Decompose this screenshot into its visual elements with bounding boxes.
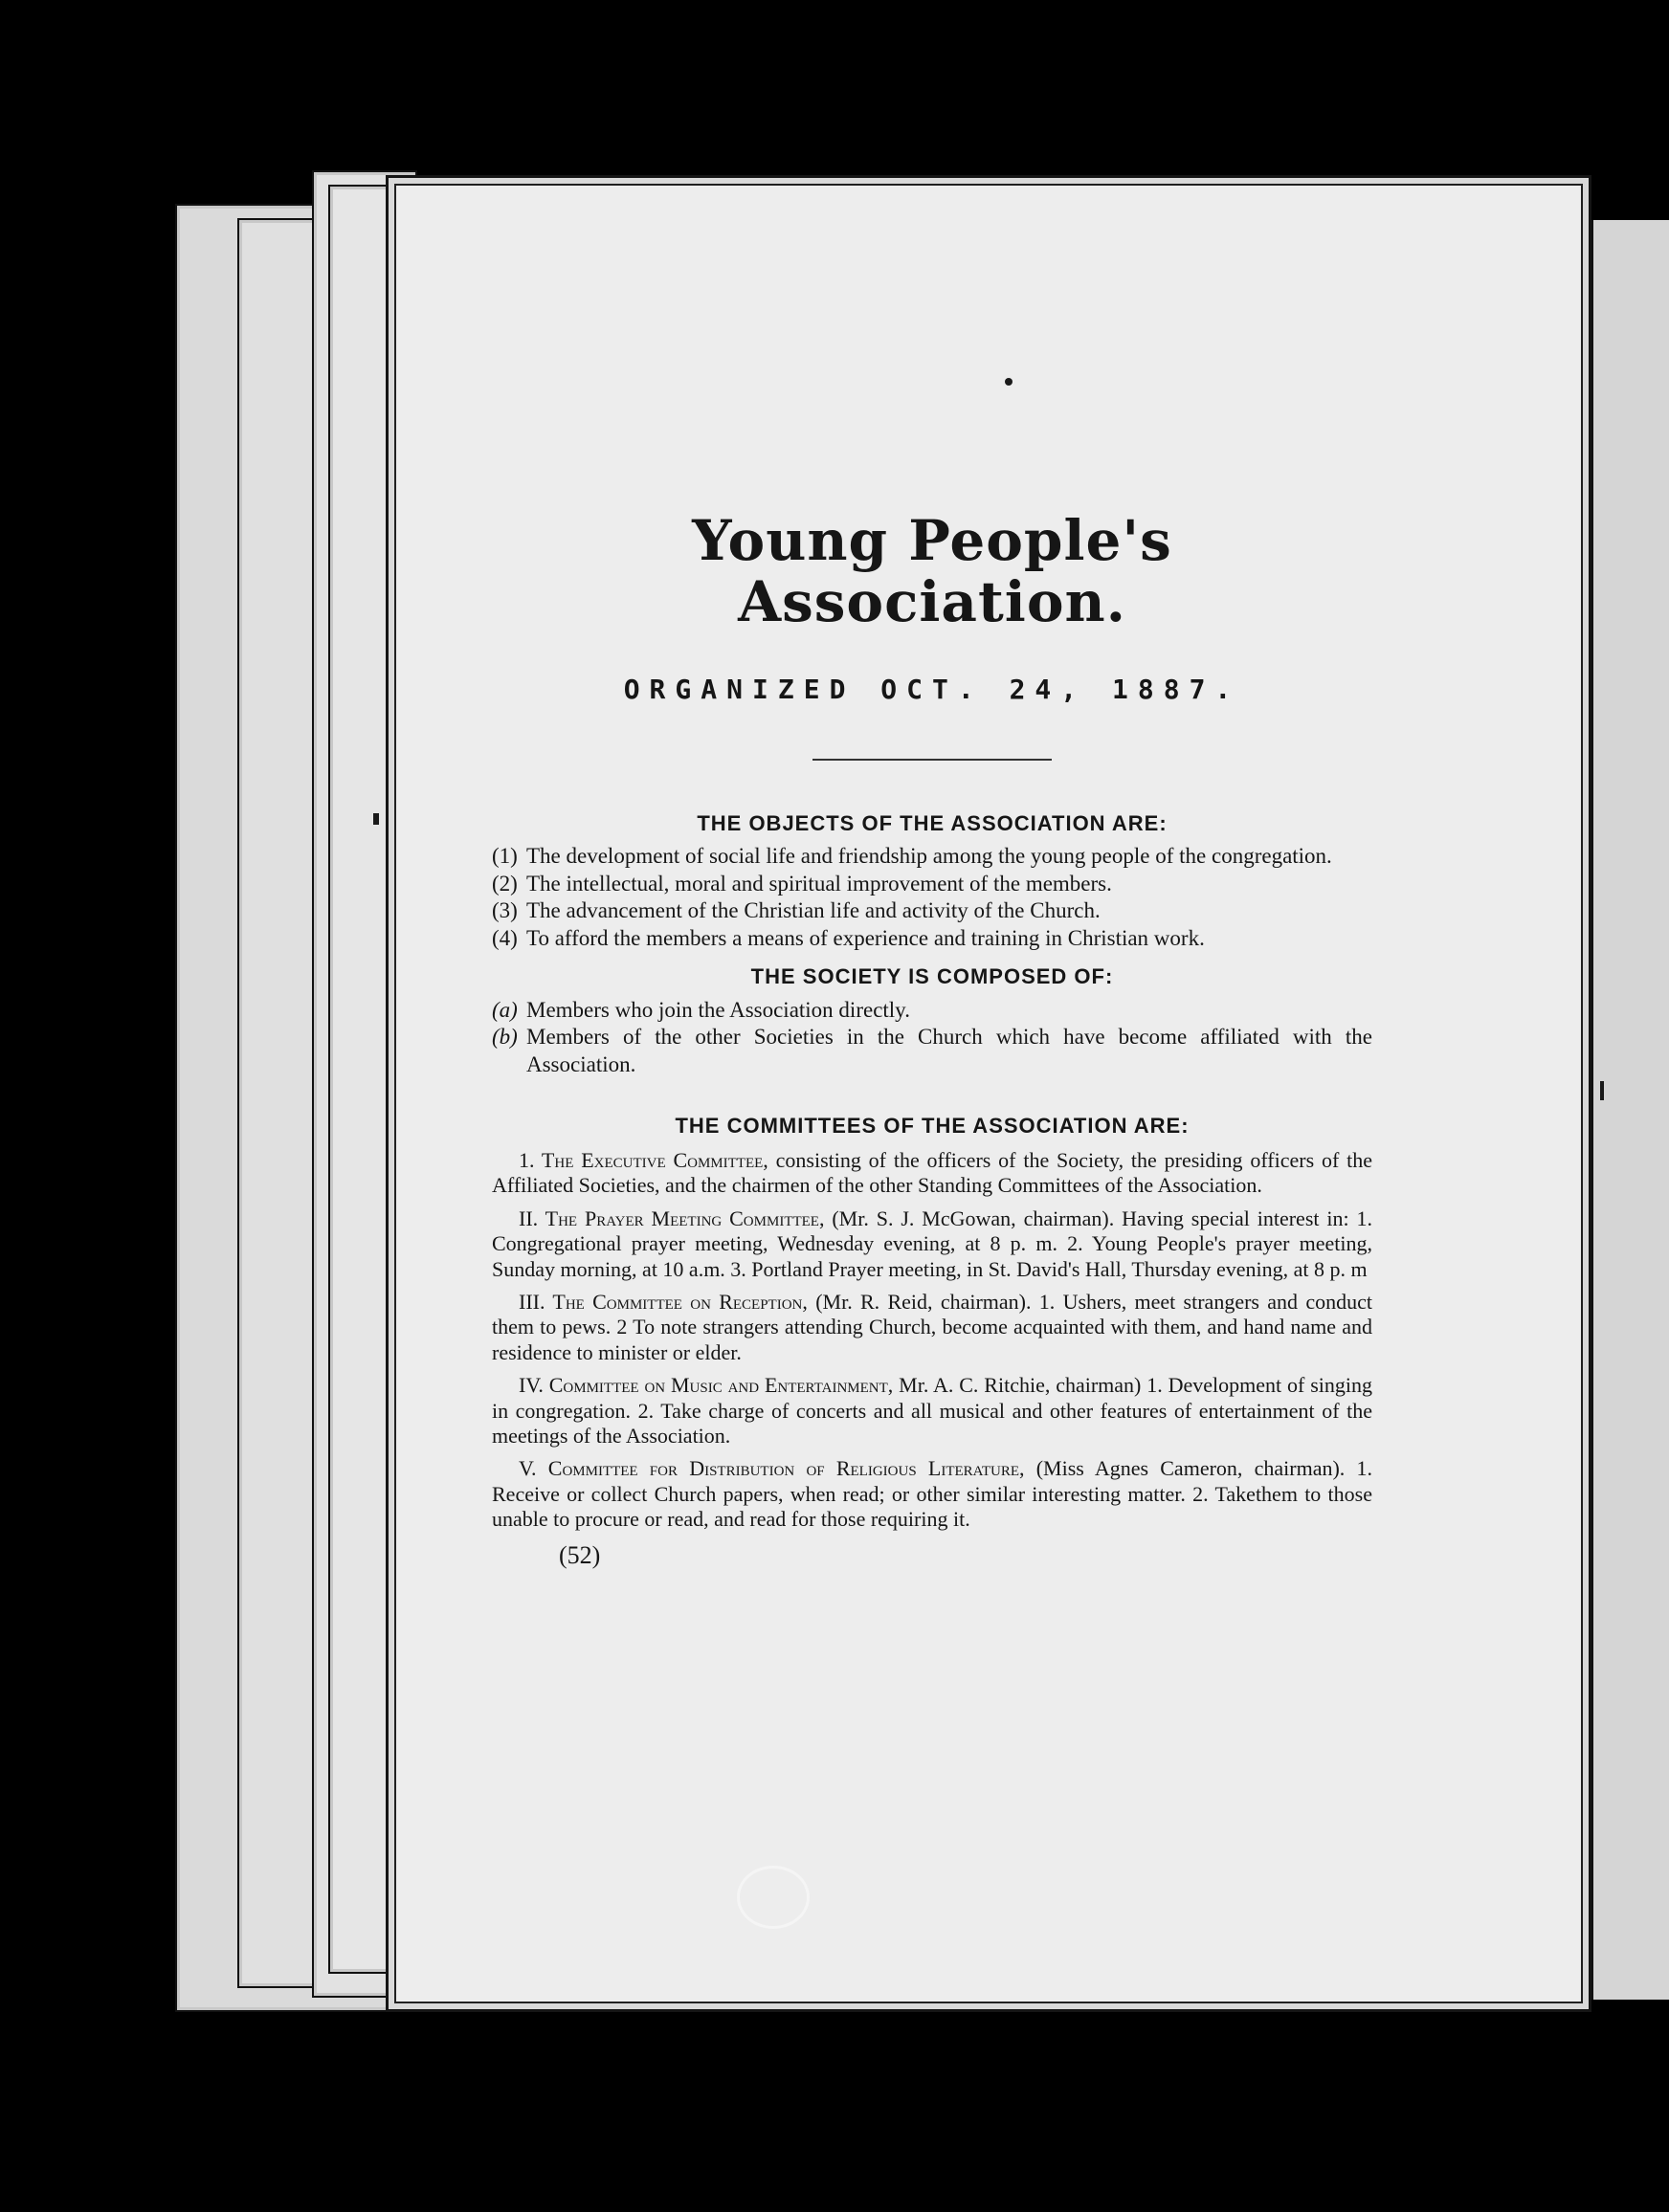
committee-name: V. Committee for Distribution of Religious Literature, (519, 1456, 1025, 1481)
list-item (492, 1024, 1372, 1078)
list-marker: (b) (492, 1025, 518, 1050)
list-item-text: Members of the other Societies in the Church which have become affiliated with the Association. (526, 1025, 1372, 1076)
list-item-text: Members who join the Association directly. (526, 997, 910, 1022)
committee-paragraph (492, 1373, 1372, 1449)
objects-list (492, 843, 1372, 952)
committee-description: consisting of the officers of the Society, the presiding officers of the Affiliated Societies, and the chairmen of the other Standing Committees of the Association. (492, 1147, 1373, 1198)
society-list (492, 997, 1372, 1079)
list-item-text: To afford the members a means of experience and training in Christian work. (526, 925, 1205, 950)
committee-name: II. The Prayer Meeting Committee, (519, 1206, 825, 1230)
list-item (492, 897, 1372, 925)
committee-paragraph (492, 1206, 1372, 1282)
pencil-mark (737, 1866, 810, 1929)
committee-paragraph (492, 1148, 1372, 1199)
page-number: (52) (559, 1541, 601, 1570)
list-item-text: The advancement of the Christian life and activity of the Church. (526, 898, 1101, 923)
ink-speck (1600, 1081, 1604, 1100)
page-content (492, 508, 1373, 1570)
list-marker: (a) (492, 997, 518, 1022)
committee-name: IV. Committee on Music and Entertainment, (519, 1373, 894, 1398)
adjacent-page-edge (1591, 220, 1669, 2000)
list-marker: (3) (492, 898, 518, 923)
list-item (492, 843, 1372, 871)
objects-heading: THE OBJECTS OF THE ASSOCIATION ARE: (697, 810, 1168, 835)
committee-paragraph (492, 1456, 1372, 1532)
committee-description: Mr. A. C. Ritchie, chairman) 1. Development of singing in congregation. 2. Take charge of concerts and all musical and other features of entertainment of the meetings of the Association. (492, 1373, 1372, 1448)
list-item-text: The development of social life and friendship among the young people of the congregation. (526, 844, 1332, 869)
committee-paragraph (492, 1290, 1372, 1365)
list-item (492, 997, 1372, 1025)
page-title: Young People's Association. (692, 508, 1172, 634)
organized-date: ORGANIZED OCT. 24, 1887. (623, 673, 1241, 705)
document-page (394, 184, 1583, 2003)
list-item (492, 871, 1372, 898)
committee-description: (Mr. R. Reid, chairman). 1. Ushers, meet strangers and conduct them to pews. 2 To note strangers attending Church, become acquainted with them, and hand name and residence to minister or elder. (492, 1289, 1372, 1364)
society-heading: THE SOCIETY IS COMPOSED OF: (750, 964, 1114, 989)
list-item-text: The intellectual, moral and spiritual improvement of the members. (526, 871, 1112, 896)
list-marker: (2) (492, 871, 518, 896)
divider-rule (812, 759, 1052, 761)
committee-name: III. The Committee on Reception, (519, 1289, 808, 1314)
committee-name: 1. The Executive Committee, (519, 1147, 768, 1172)
committees-heading: THE COMMITTEES OF THE ASSOCIATION ARE: (675, 1114, 1190, 1139)
ink-speck (373, 813, 379, 825)
list-marker: (1) (492, 844, 518, 869)
list-marker: (4) (492, 925, 518, 950)
ink-speck (1005, 378, 1013, 386)
list-item (492, 925, 1372, 953)
committee-description: (Mr. S. J. McGowan, chairman). Having special interest in: 1. Congregational prayer meeting, Wednesday evening, at 8 p. m. 2. Young People's prayer meeting, Sunday morning, at 10 a.m. 3. Portland Prayer meeting, in St. David's Hall, Thursday evening, at 8 p. m (492, 1206, 1372, 1281)
committee-description: (Miss Agnes Cameron, chairman). 1. Receive or collect Church papers, when read; or other similar interesting matter. 2. Takethem to those unable to procure or read, and read for those requiring it. (492, 1456, 1373, 1532)
